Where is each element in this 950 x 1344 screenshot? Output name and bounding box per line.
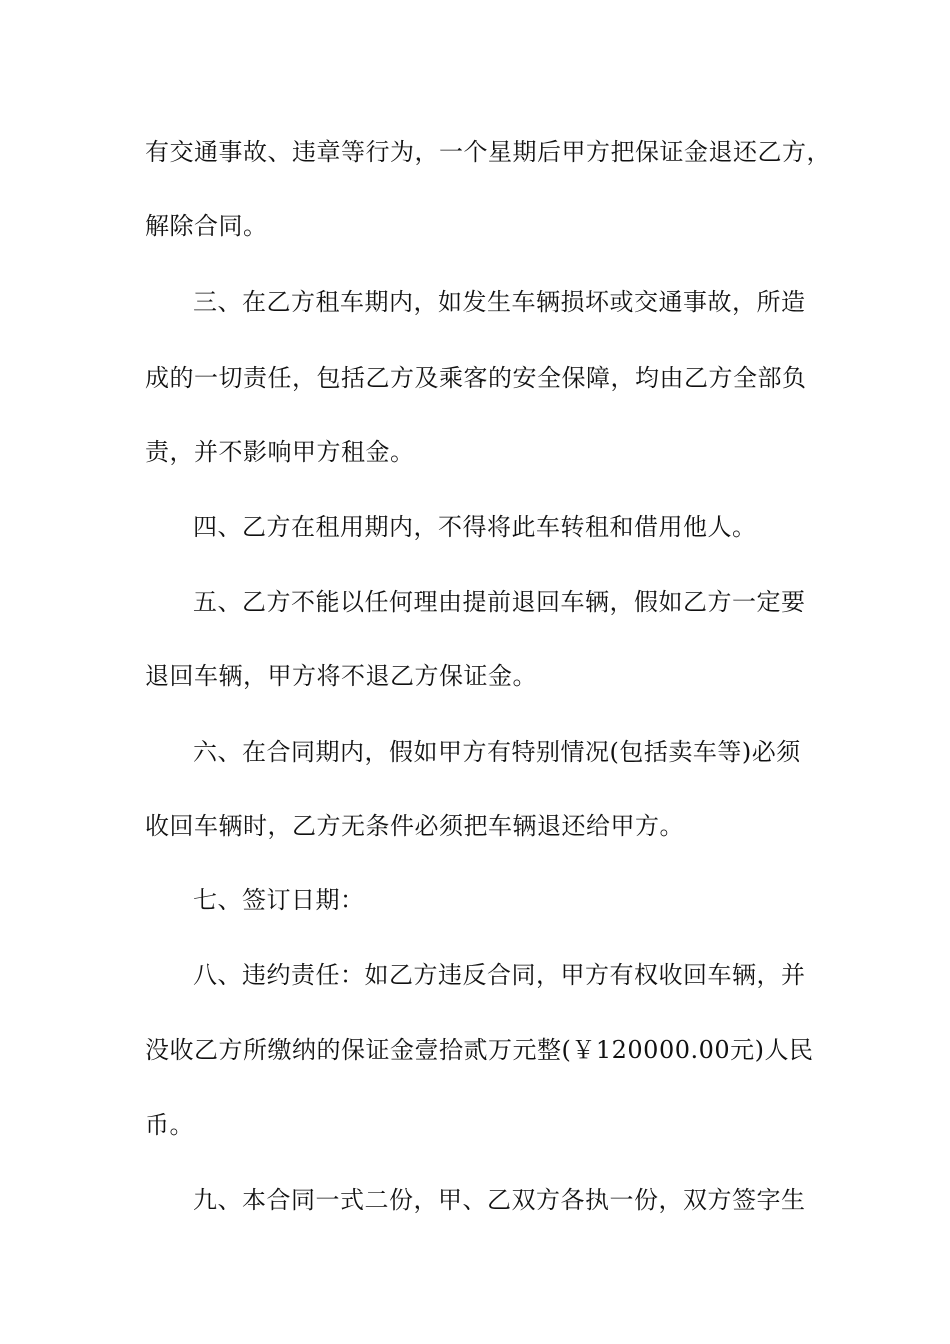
text-line: 责，并不影响甲方租金。 <box>145 438 415 466</box>
text-line: 解除合同。 <box>145 212 268 240</box>
paragraph-clause-5: 五、乙方不能以任何理由提前退回车辆，假如乙方一定要 <box>193 588 806 616</box>
text-line: 收回车辆时，乙方无条件必须把车辆退还给甲方。 <box>145 812 684 840</box>
text-line: 退回车辆，甲方将不退乙方保证金。 <box>145 662 537 690</box>
paragraph-clause-9: 九、本合同一式二份，甲、乙双方各执一份，双方签字生 <box>193 1186 806 1214</box>
paragraph-clause-6: 六、在合同期内，假如甲方有特别情况(包括卖车等)必须 <box>193 738 801 766</box>
paragraph-clause-8: 八、违约责任：如乙方违反合同，甲方有权收回车辆，并 <box>193 961 806 989</box>
text-line: 成的一切责任，包括乙方及乘客的安全保障，均由乙方全部负 <box>145 364 807 392</box>
paragraph-clause-3: 三、在乙方租车期内，如发生车辆损坏或交通事故，所造 <box>193 288 806 316</box>
paragraph-clause-4: 四、乙方在租用期内，不得将此车转租和借用他人。 <box>193 513 757 541</box>
text-line: 没收乙方所缴纳的保证金壹拾贰万元整(￥120000.00元)人民 <box>145 1036 814 1064</box>
text-line: 有交通事故、违章等行为，一个星期后甲方把保证金退还乙方， <box>145 138 831 166</box>
paragraph-clause-7: 七、签订日期： <box>193 886 365 914</box>
text-line: 币。 <box>145 1111 194 1139</box>
